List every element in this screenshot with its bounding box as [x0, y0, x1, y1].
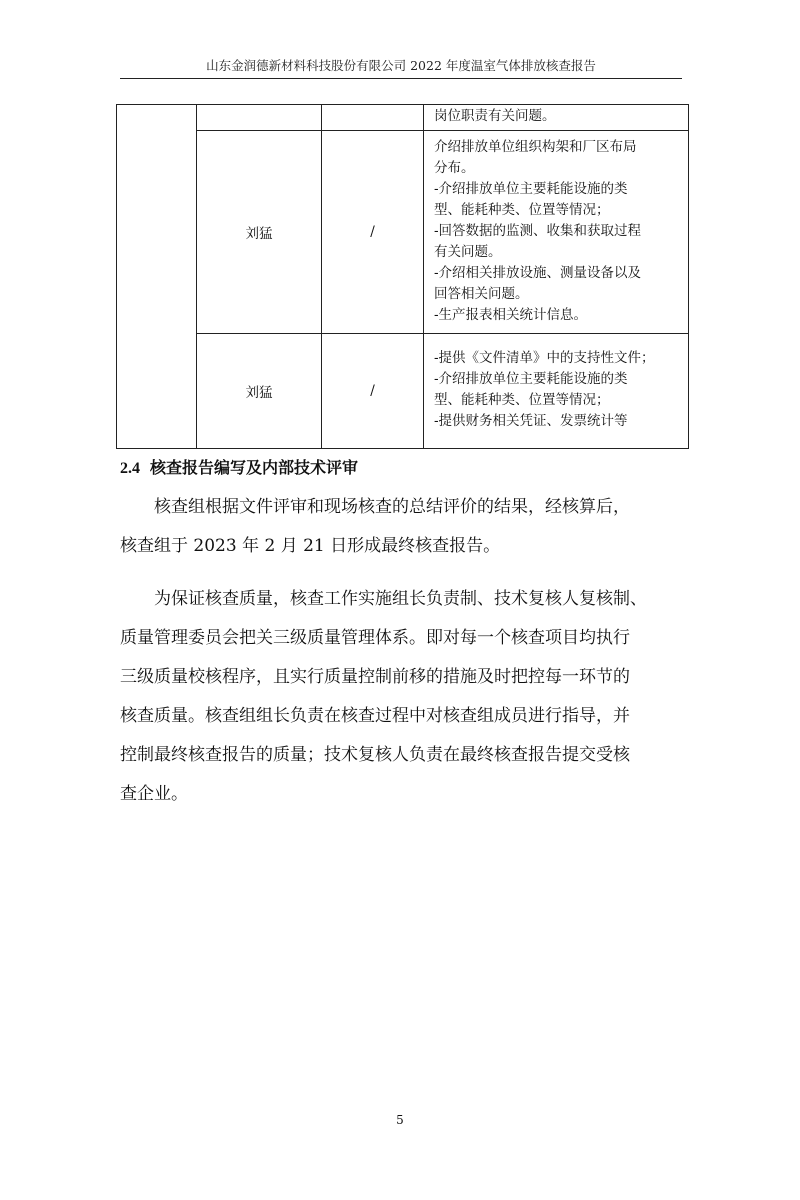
position-cell — [322, 105, 424, 131]
table-row — [117, 131, 689, 334]
paragraph-line: 核查质量。核查组组长负责在核查过程中对核查组成员进行指导，并 — [120, 706, 630, 726]
topic-line: -介绍排放单位主要耗能设施的类 — [434, 371, 628, 387]
paragraph-line: 三级质量校核程序，且实行质量控制前移的措施及时把控每一环节的 — [120, 667, 630, 687]
interview-table — [116, 104, 689, 449]
section-heading — [120, 455, 358, 478]
paragraph-line: 控制最终核查报告的质量；技术复核人负责在最终核查报告提交受核 — [120, 745, 630, 765]
topics-cell — [424, 334, 689, 449]
topic-line: 型、能耗种类、位置等情况； — [434, 392, 610, 408]
person-name-cell: 刘猛 — [197, 131, 322, 334]
running-header: 山东金润德新材料科技股份有限公司 2022 年度温室气体排放核查报告 — [206, 58, 596, 73]
topics-cell — [424, 131, 689, 334]
section-title: 核查报告编写及内部技术评审 — [150, 458, 359, 477]
topic-line: -介绍排放单位主要耗能设施的类 — [434, 180, 628, 197]
topic-line: -回答数据的监测、收集和获取过程 — [434, 222, 642, 239]
topic-line: 有关问题。 — [434, 243, 502, 260]
paragraph-line: 质量管理委员会把关三级质量管理体系。即对每一个核查项目均执行 — [120, 628, 630, 648]
topic-line: 分布。 — [434, 159, 475, 176]
topic-line: -提供《文件清单》中的支持性文件； — [434, 350, 655, 366]
topic-line: 型、能耗种类、位置等情况； — [434, 201, 610, 218]
body-paragraph — [120, 580, 682, 814]
topic-line: -提供财务相关凭证、发票统计等 — [434, 413, 628, 429]
person-name-cell: 刘猛 — [197, 334, 322, 449]
paragraph-line: 为保证核查质量，核查工作实施组长负责制、技术复核人复核制、 — [120, 589, 647, 609]
body-paragraph — [120, 488, 682, 566]
position-cell: / — [322, 131, 424, 334]
header-rule — [120, 78, 682, 79]
section-number: 2.4 — [120, 460, 140, 477]
topics-cell — [424, 105, 689, 131]
topic-line: 介绍排放单位组织构架和厂区布局 — [434, 138, 637, 155]
page-number: 5 — [396, 1113, 404, 1127]
topic-line: 回答相关问题。 — [434, 285, 529, 302]
topic-line: 岗位职责有关问题。 — [434, 108, 556, 124]
paragraph-line: 核查组于 2023 年 2 月 21 日形成最终核查报告。 — [120, 536, 501, 556]
paragraph-line: 查企业。 — [120, 784, 188, 804]
table-row — [117, 105, 689, 131]
position-cell: / — [322, 334, 424, 449]
merged-left-cell — [117, 105, 197, 449]
topic-line: -介绍相关排放设施、测量设备以及 — [434, 264, 642, 281]
topic-line: -生产报表相关统计信息。 — [434, 306, 588, 323]
person-name-cell — [197, 105, 322, 131]
table-row — [117, 334, 689, 449]
paragraph-line: 核查组根据文件评审和现场核查的总结评价的结果，经核算后， — [120, 497, 630, 517]
